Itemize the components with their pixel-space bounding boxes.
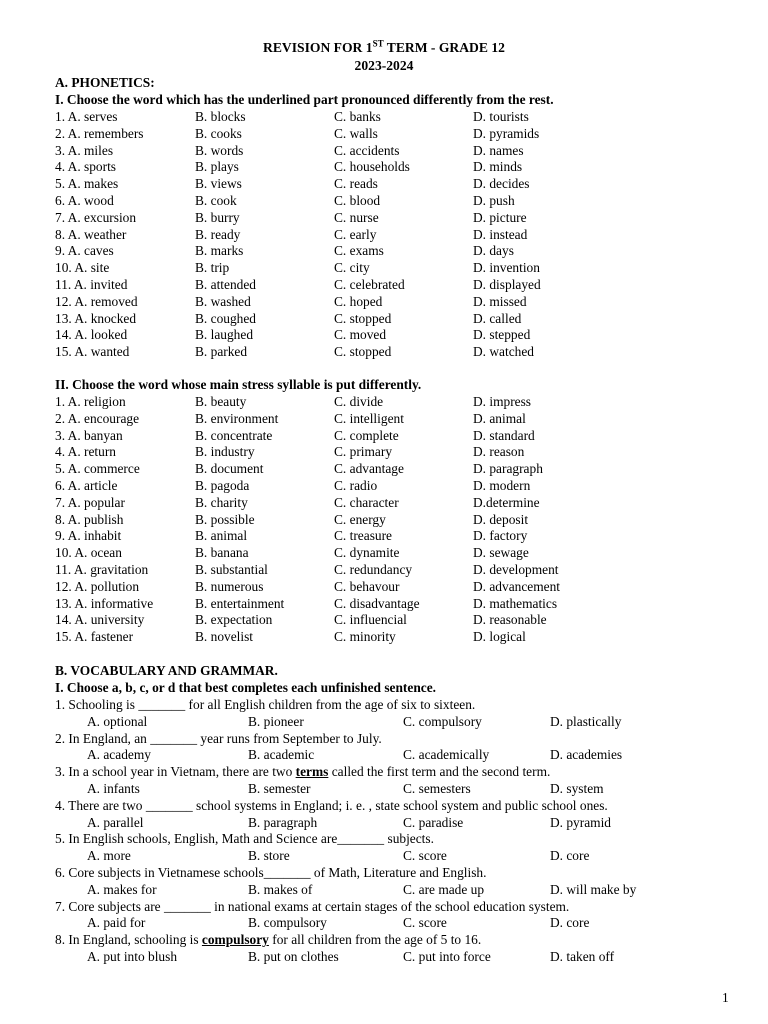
answer-option: B. plays: [195, 159, 239, 175]
answer-option: C. are made up: [403, 881, 485, 897]
answer-option: B. animal: [195, 528, 248, 544]
answer-option: 10. A. ocean: [55, 545, 122, 561]
answer-option: D. standard: [473, 427, 535, 443]
school-year: 2023-2024: [354, 58, 414, 73]
answer-option: B. cooks: [195, 125, 242, 141]
answer-option: B. novelist: [195, 629, 254, 645]
answer-option: D. animal: [473, 410, 526, 426]
answer-option: C. score: [403, 848, 447, 864]
answer-option: C. celebrated: [334, 277, 405, 292]
answer-option: 5. A. commerce: [55, 461, 140, 477]
question-row: [55, 344, 755, 361]
answer-option: C. banks: [334, 109, 381, 124]
answer-option: 13. A. knocked: [55, 310, 137, 326]
answer-option: 14. A. university: [55, 612, 145, 628]
question-row: [55, 461, 755, 478]
question-row: [55, 193, 755, 210]
answer-option: D. sewage: [473, 545, 529, 561]
answer-option: A. academy: [87, 747, 151, 763]
answer-option: C. exams: [334, 243, 384, 259]
answer-option: A. infants: [87, 781, 140, 796]
answer-option: 9. A. caves: [55, 243, 114, 259]
answer-option: B. cook: [195, 193, 237, 208]
answer-option: A. more: [87, 848, 131, 864]
answer-option: 7. A. excursion: [55, 209, 137, 225]
question-row: [55, 428, 755, 445]
question-row: [55, 311, 755, 328]
answer-option: C. energy: [334, 511, 386, 527]
answer-option: C. reads: [334, 176, 378, 192]
answer-option: B. beauty: [195, 394, 247, 409]
answer-option: 12. A. pollution: [55, 578, 140, 594]
answer-option: 6. A. article: [55, 478, 118, 493]
answer-option: A. put into blush: [87, 949, 178, 964]
answer-option: B. banana: [195, 545, 249, 561]
answer-option: D. picture: [473, 209, 527, 225]
question-row: [55, 512, 755, 529]
answer-option: A. parallel: [87, 814, 144, 830]
answer-option: 12. A. removed: [55, 293, 138, 309]
question-row: [55, 579, 755, 596]
answer-option: D. logical: [473, 629, 526, 645]
answer-option: 6. A. wood: [55, 193, 114, 208]
answer-option: D. modern: [473, 478, 531, 493]
question-row: [55, 545, 755, 562]
answer-option: C. hoped: [334, 293, 383, 309]
answer-option: C. redundancy: [334, 562, 413, 577]
answer-option: B. blocks: [195, 109, 246, 124]
question-row: [55, 612, 755, 629]
answer-option: B. expectation: [195, 612, 273, 628]
answer-option: 9. A. inhabit: [55, 528, 122, 544]
section-a-part1-instruction: I. Choose the word which has the underlined part pronounced differently from the rest.: [55, 92, 554, 107]
question-text: 7. Core subjects are _______ in national exams at certain stages of the school education system.: [55, 898, 570, 914]
question-text: 4. There are two _______ school systems in England; i. e. , state school system and public school ones.: [55, 797, 608, 813]
question-row: [55, 444, 755, 461]
answer-option: B. ready: [195, 226, 241, 242]
answer-option: D. missed: [473, 293, 527, 309]
answer-option: C. disadvantage: [334, 595, 420, 611]
answer-option: D. reason: [473, 444, 525, 460]
answer-option: 1. A. serves: [55, 109, 118, 124]
answer-option: C. influencial: [334, 612, 407, 628]
question-row: [55, 210, 755, 227]
question-row: [55, 109, 755, 126]
answer-option: 11. A. invited: [55, 277, 128, 292]
answer-option: C. city: [334, 260, 370, 276]
answer-option: C. stopped: [334, 310, 392, 326]
answer-option: 14. A. looked: [55, 327, 128, 343]
answer-option: D. reasonable: [473, 612, 547, 628]
answer-option: B. laughed: [195, 327, 254, 343]
answer-option: 7. A. popular: [55, 494, 125, 510]
answer-option: 10. A. site: [55, 260, 110, 276]
answer-option: 4. A. return: [55, 444, 116, 460]
question-row: [55, 227, 755, 244]
question-row: [55, 277, 755, 294]
answer-option: B. coughed: [195, 310, 256, 326]
answer-option: D. days: [473, 243, 514, 259]
answer-option: B. compulsory: [248, 915, 327, 931]
answer-option: D. core: [550, 848, 590, 864]
question-row: [55, 327, 755, 344]
answer-option: C. compulsory: [403, 713, 482, 729]
answer-option: 8. A. weather: [55, 226, 127, 242]
question-row: [55, 528, 755, 545]
answer-option: B. industry: [195, 444, 255, 460]
answer-option: C. minority: [334, 629, 396, 645]
answer-option: D. called: [473, 310, 522, 326]
answer-option: C. dynamite: [334, 545, 400, 561]
options-row: [55, 882, 755, 899]
answer-option: B. attended: [195, 277, 256, 292]
answer-option: 15. A. fastener: [55, 629, 134, 645]
question-row: [55, 159, 755, 176]
question-row: [55, 596, 755, 613]
answer-option: C. treasure: [334, 528, 393, 544]
answer-option: B. environment: [195, 410, 279, 426]
answer-option: B. views: [195, 176, 242, 192]
question-text: 6. Core subjects in Vietnamese schools_______ of Math, Literature and English.: [55, 865, 487, 880]
answer-option: D.determine: [473, 494, 540, 510]
answer-option: C. intelligent: [334, 410, 404, 426]
question-text: 8. In England, schooling is compulsory for all children from the age of 5 to 16.: [55, 932, 482, 948]
answer-option: B. pioneer: [248, 713, 304, 729]
question-row: [55, 143, 755, 160]
options-row: [55, 747, 755, 764]
answer-option: 8. A. publish: [55, 511, 124, 527]
answer-option: D. watched: [473, 344, 534, 360]
answer-option: B. words: [195, 142, 244, 158]
answer-option: B. possible: [195, 511, 255, 527]
answer-option: D. taken off: [550, 949, 615, 964]
answer-option: B. paragraph: [248, 814, 318, 830]
answer-option: 15. A. wanted: [55, 344, 130, 360]
question-text: 3. In a school year in Vietnam, there are two terms called the first term and the second term.: [55, 764, 551, 780]
question-row: [55, 176, 755, 193]
question-text: 1. Schooling is _______ for all English children from the age of six to sixteen.: [55, 697, 476, 712]
answer-option: D. push: [473, 193, 515, 208]
options-row: [55, 848, 755, 865]
answer-option: B. burry: [195, 209, 240, 225]
answer-option: C. moved: [334, 327, 387, 343]
answer-option: C. put into force: [403, 949, 491, 964]
answer-option: C. academically: [403, 747, 490, 763]
answer-option: D. academies: [550, 747, 623, 763]
answer-option: C. complete: [334, 427, 399, 443]
answer-option: C. accidents: [334, 142, 400, 158]
answer-option: C. early: [334, 226, 377, 242]
answer-option: D. displayed: [473, 277, 541, 292]
answer-option: 4. A. sports: [55, 159, 117, 175]
answer-option: 2. A. encourage: [55, 410, 140, 426]
answer-option: B. put on clothes: [248, 949, 339, 964]
answer-option: C. primary: [334, 444, 393, 460]
answer-option: B. entertainment: [195, 595, 285, 611]
answer-option: B. numerous: [195, 578, 264, 594]
answer-option: C. stopped: [334, 344, 392, 360]
answer-option: A. makes for: [87, 881, 157, 897]
question-row: [55, 260, 755, 277]
section-b-heading: B. VOCABULARY AND GRAMMAR.: [55, 663, 278, 678]
question-row: [55, 495, 755, 512]
answer-option: D. instead: [473, 226, 528, 242]
answer-option: B. makes of: [248, 881, 313, 897]
question-row: [55, 629, 755, 646]
answer-option: C. paradise: [403, 814, 464, 830]
options-row: [55, 915, 755, 932]
answer-option: D. stepped: [473, 327, 531, 343]
emphasized-word: compulsory: [201, 932, 269, 948]
answer-option: D. impress: [473, 394, 532, 409]
answer-option: D. pyramids: [473, 125, 540, 141]
question-row: [55, 126, 755, 143]
answer-option: 13. A. informative: [55, 595, 154, 611]
answer-option: D. development: [473, 562, 559, 577]
answer-option: B. parked: [195, 344, 248, 360]
question-row: [55, 562, 755, 579]
options-row: [55, 949, 755, 966]
answer-option: B. semester: [248, 781, 311, 796]
question-text: 5. In English schools, English, Math and Science are_______ subjects.: [55, 831, 434, 847]
answer-option: C. character: [334, 494, 399, 510]
answer-option: D. will make by: [550, 881, 637, 897]
answer-option: D. plastically: [550, 713, 622, 729]
answer-option: D. factory: [473, 528, 528, 544]
options-row: [55, 714, 755, 731]
answer-option: D. paragraph: [473, 461, 543, 477]
answer-option: D. core: [550, 915, 590, 931]
options-row: [55, 781, 755, 798]
question-text: 2. In England, an _______ year runs from September to July.: [55, 730, 382, 746]
answer-option: B. washed: [195, 293, 251, 309]
section-b-instruction: I. Choose a, b, c, or d that best completes each unfinished sentence.: [55, 680, 437, 695]
question-row: [55, 478, 755, 495]
answer-option: B. trip: [195, 260, 230, 276]
answer-option: D. pyramid: [550, 814, 611, 830]
answer-option: 5. A. makes: [55, 176, 119, 192]
answer-option: C. radio: [334, 478, 378, 493]
answer-option: D. names: [473, 142, 524, 158]
answer-option: D. minds: [473, 159, 523, 175]
question-row: [55, 411, 755, 428]
answer-option: C. walls: [334, 125, 378, 141]
answer-option: D. decides: [473, 176, 530, 192]
answer-option: 3. A. banyan: [55, 427, 123, 443]
answer-option: B. charity: [195, 494, 248, 510]
question-row: [55, 243, 755, 260]
question-row: [55, 394, 755, 411]
answer-option: D. deposit: [473, 511, 529, 527]
answer-option: 3. A. miles: [55, 142, 114, 158]
answer-option: D. tourists: [473, 109, 529, 124]
answer-option: A. optional: [87, 713, 148, 729]
answer-option: D. advancement: [473, 578, 560, 594]
page-number: 1: [722, 990, 729, 1005]
answer-option: C. semesters: [403, 781, 471, 796]
answer-option: D. invention: [473, 260, 540, 276]
answer-option: C. households: [334, 159, 410, 175]
section-a-part2-instruction: II. Choose the word whose main stress syllable is put differently.: [55, 377, 422, 392]
document-title: REVISION FOR 1ST TERM - GRADE 12: [263, 38, 505, 55]
answer-option: D. mathematics: [473, 595, 558, 611]
answer-option: C. blood: [334, 193, 381, 208]
answer-option: C. nurse: [334, 209, 379, 225]
answer-option: B. substantial: [195, 562, 268, 577]
answer-option: B. concentrate: [195, 427, 273, 443]
answer-option: C. score: [403, 915, 447, 931]
answer-option: 11. A. gravitation: [55, 562, 149, 577]
options-row: [55, 815, 755, 832]
answer-option: B. marks: [195, 243, 244, 259]
answer-option: 1. A. religion: [55, 394, 126, 409]
emphasized-word: terms: [295, 764, 329, 780]
answer-option: C. divide: [334, 394, 384, 409]
answer-option: B. pagoda: [195, 478, 250, 493]
answer-option: B. document: [195, 461, 264, 477]
answer-option: A. paid for: [87, 915, 146, 931]
answer-option: B. academic: [248, 747, 315, 763]
answer-option: C. advantage: [334, 461, 404, 477]
answer-option: B. store: [248, 848, 290, 864]
answer-option: 2. A. remembers: [55, 125, 144, 141]
question-row: [55, 294, 755, 311]
answer-option: D. system: [550, 781, 604, 796]
section-a-heading: A. PHONETICS:: [55, 75, 155, 90]
answer-option: C. behavour: [334, 578, 400, 594]
